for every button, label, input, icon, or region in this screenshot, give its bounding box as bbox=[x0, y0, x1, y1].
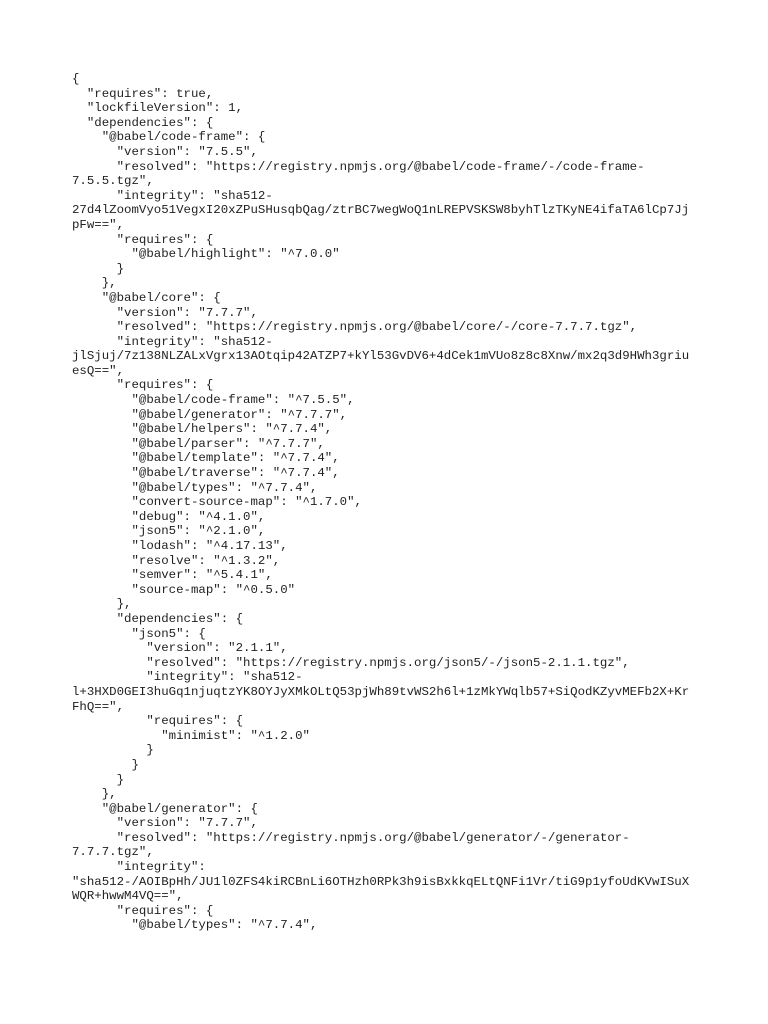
code-line: "resolved": "https://registry.npmjs.org/json5/-/json5-2.1.1.tgz", bbox=[72, 655, 630, 670]
code-line: "integrity": "sha512- bbox=[72, 334, 273, 349]
code-line: "convert-source-map": "^1.7.0", bbox=[72, 495, 362, 510]
code-line: jlSjuj/7z138NLZALxVgrx13AOtqip42ATZP7+kYl53GvDV6+4dCek1mVUo8z8c8Xnw/mx2q3d9HWh3griu bbox=[72, 349, 690, 364]
code-line: } bbox=[72, 743, 154, 758]
code-line: "@babel/core": { bbox=[72, 290, 221, 305]
code-line: "requires": true, bbox=[72, 86, 214, 101]
code-line: "resolved": "https://registry.npmjs.org/@babel/core/-/core-7.7.7.tgz", bbox=[72, 320, 638, 335]
code-line: }, bbox=[72, 276, 117, 291]
code-line: FhQ==", bbox=[72, 699, 125, 714]
code-line: "version": "7.7.7", bbox=[72, 816, 258, 831]
code-line: "integrity": "sha512- bbox=[72, 188, 273, 203]
code-line: "json5": "^2.1.0", bbox=[72, 524, 266, 539]
code-line: "@babel/generator": { bbox=[72, 801, 258, 816]
code-line: esQ==", bbox=[72, 363, 125, 378]
code-line: "@babel/code-frame": { bbox=[72, 130, 266, 145]
code-line: "@babel/code-frame": "^7.5.5", bbox=[72, 393, 355, 408]
code-line: "version": "2.1.1", bbox=[72, 641, 288, 656]
code-line: "dependencies": { bbox=[72, 611, 244, 626]
code-line: "source-map": "^0.5.0" bbox=[72, 582, 296, 597]
code-line: "@babel/types": "^7.7.4", bbox=[72, 480, 318, 495]
code-line: "resolve": "^1.3.2", bbox=[72, 553, 281, 568]
code-line: { bbox=[72, 72, 80, 86]
code-line: "@babel/parser": "^7.7.7", bbox=[72, 436, 325, 451]
document-page bbox=[72, 72, 702, 972]
code-line: "sha512-/AOIBpHh/JU1l0ZFS4kiRCBnLi6OTHzh0RPk3h9isBxkkqELtQNFi1Vr/tiG9p1yfoUdKVwISuX bbox=[72, 874, 690, 889]
code-line: "requires": { bbox=[72, 232, 214, 247]
code-line: "version": "7.5.5", bbox=[72, 144, 258, 159]
code-line: "resolved": "https://registry.npmjs.org/@babel/generator/-/generator- bbox=[72, 830, 630, 845]
code-line: "requires": { bbox=[72, 714, 244, 729]
code-line: "requires": { bbox=[72, 903, 214, 918]
json-code-block bbox=[72, 72, 702, 933]
code-line: pFw==", bbox=[72, 217, 125, 232]
code-line: "lockfileVersion": 1, bbox=[72, 101, 244, 116]
code-line: "version": "7.7.7", bbox=[72, 305, 258, 320]
code-line: } bbox=[72, 757, 139, 772]
code-line: } bbox=[72, 772, 125, 787]
code-line: "@babel/helpers": "^7.7.4", bbox=[72, 422, 333, 437]
code-line: "minimist": "^1.2.0" bbox=[72, 728, 310, 743]
code-line: "@babel/template": "^7.7.4", bbox=[72, 451, 340, 466]
code-line: 7.5.5.tgz", bbox=[72, 174, 154, 189]
code-line: "@babel/generator": "^7.7.7", bbox=[72, 407, 348, 422]
code-line: "integrity": bbox=[72, 860, 206, 875]
code-line: "@babel/traverse": "^7.7.4", bbox=[72, 466, 340, 481]
code-line: "@babel/types": "^7.7.4", bbox=[72, 918, 318, 933]
code-line: 7.7.7.tgz", bbox=[72, 845, 154, 860]
code-line: "debug": "^4.1.0", bbox=[72, 509, 266, 524]
code-line: 27d4lZoomVyo51VegxI20xZPuSHusqbQag/ztrBC7wegWoQ1nLREPVSKSW8byhTlzTKyNE4ifaTA6lCp7Jj bbox=[72, 203, 690, 218]
code-line: "dependencies": { bbox=[72, 115, 214, 130]
code-line: }, bbox=[72, 787, 117, 802]
code-line: "json5": { bbox=[72, 626, 206, 641]
code-line: WQR+hwwM4VQ==", bbox=[72, 889, 184, 904]
code-line: } bbox=[72, 261, 125, 276]
code-line: "resolved": "https://registry.npmjs.org/@babel/code-frame/-/code-frame- bbox=[72, 159, 645, 174]
code-line: "integrity": "sha512- bbox=[72, 670, 303, 685]
code-line: "@babel/highlight": "^7.0.0" bbox=[72, 247, 340, 262]
code-line: "requires": { bbox=[72, 378, 214, 393]
code-line: "semver": "^5.4.1", bbox=[72, 568, 273, 583]
code-line: "lodash": "^4.17.13", bbox=[72, 539, 288, 553]
code-line: }, bbox=[72, 597, 132, 612]
code-line: l+3HXD0GEI3huGq1njuqtzYK8OYJyXMkOLtQ53pjWh89tvWS2h6l+1zMkYWqlb57+SiQodKZyvMEFb2X+Kr bbox=[72, 684, 690, 699]
